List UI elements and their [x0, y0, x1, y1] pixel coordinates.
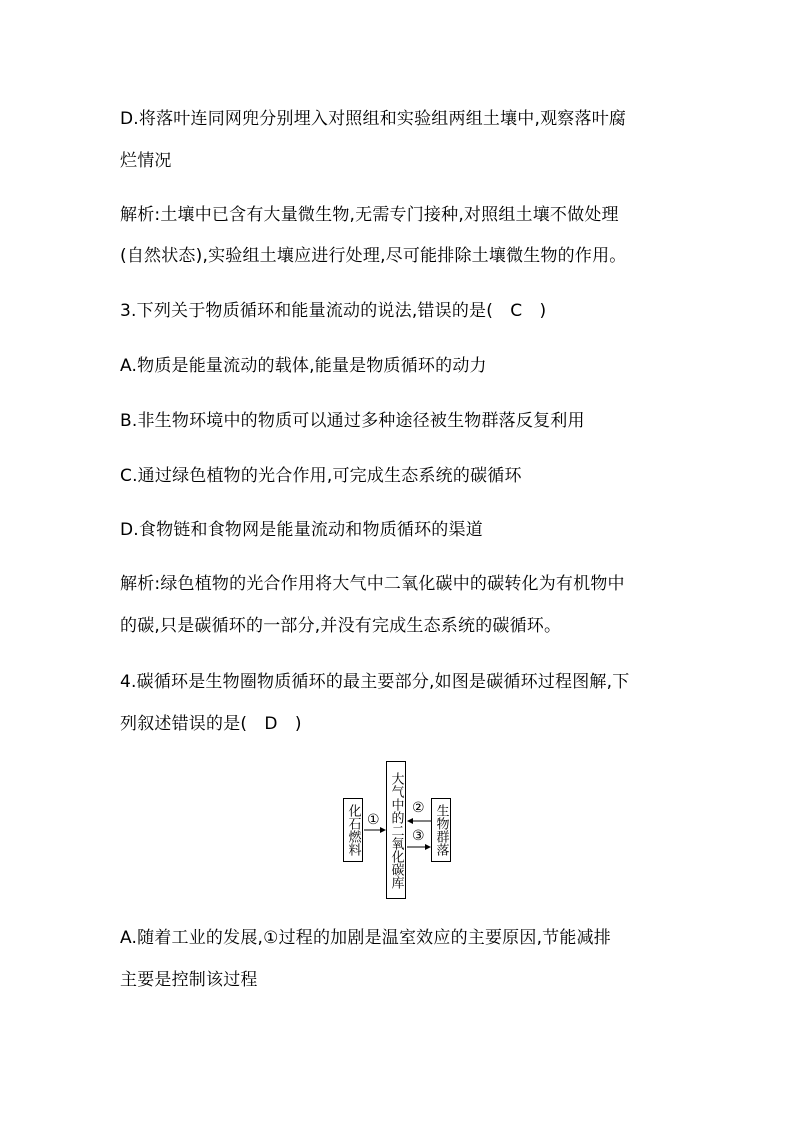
text-line: A.物质是能量流动的载体,能量是物质循环的动力	[120, 356, 487, 376]
label-1: ①	[367, 812, 380, 828]
text-line: B.非生物环境中的物质可以通过多种途径被生物群落反复利用	[120, 411, 585, 431]
atmosphere-co2-box: 大气中的二氧化碳库	[386, 761, 406, 899]
text-line: (自然状态),实验组土壤应进行处理,尽可能排除土壤微生物的作用。	[120, 246, 627, 266]
text-line: 解析:土壤中已含有大量微生物,无需专门接种,对照组土壤不做处理	[120, 205, 619, 225]
text-line: 4.碳循环是生物圈物质循环的最主要部分,如图是碳循环过程图解,下	[120, 672, 630, 692]
text-line: A.随着工业的发展,①过程的加剧是温室效应的主要原因,节能减排	[120, 928, 611, 948]
text-line: D.将落叶连同网兜分别埋入对照组和实验组两组土壤中,观察落叶腐	[120, 109, 627, 129]
text-line: 主要是控制该过程	[120, 970, 258, 990]
text-line: 列叙述错误的是( D )	[120, 714, 302, 734]
fossil-fuel-box: 化石燃料	[343, 798, 363, 862]
text-line: C.通过绿色植物的光合作用,可完成生态系统的碳循环	[120, 466, 522, 486]
text-line: 3.下列关于物质循环和能量流动的说法,错误的是( C )	[120, 301, 547, 321]
label-2: ②	[412, 800, 425, 816]
label-3: ③	[412, 828, 425, 844]
biocommunity-box: 生物群落	[431, 798, 451, 862]
text-line: 的碳,只是碳循环的一部分,并没有完成生态系统的碳循环。	[120, 616, 562, 636]
text-line: 烂情况	[120, 151, 172, 171]
text-line: 解析:绿色植物的光合作用将大气中二氧化碳中的碳转化为有机物中	[120, 574, 625, 594]
carbon-cycle-diagram	[343, 761, 459, 899]
text-line: D.食物链和食物网是能量流动和物质循环的渠道	[120, 520, 483, 540]
